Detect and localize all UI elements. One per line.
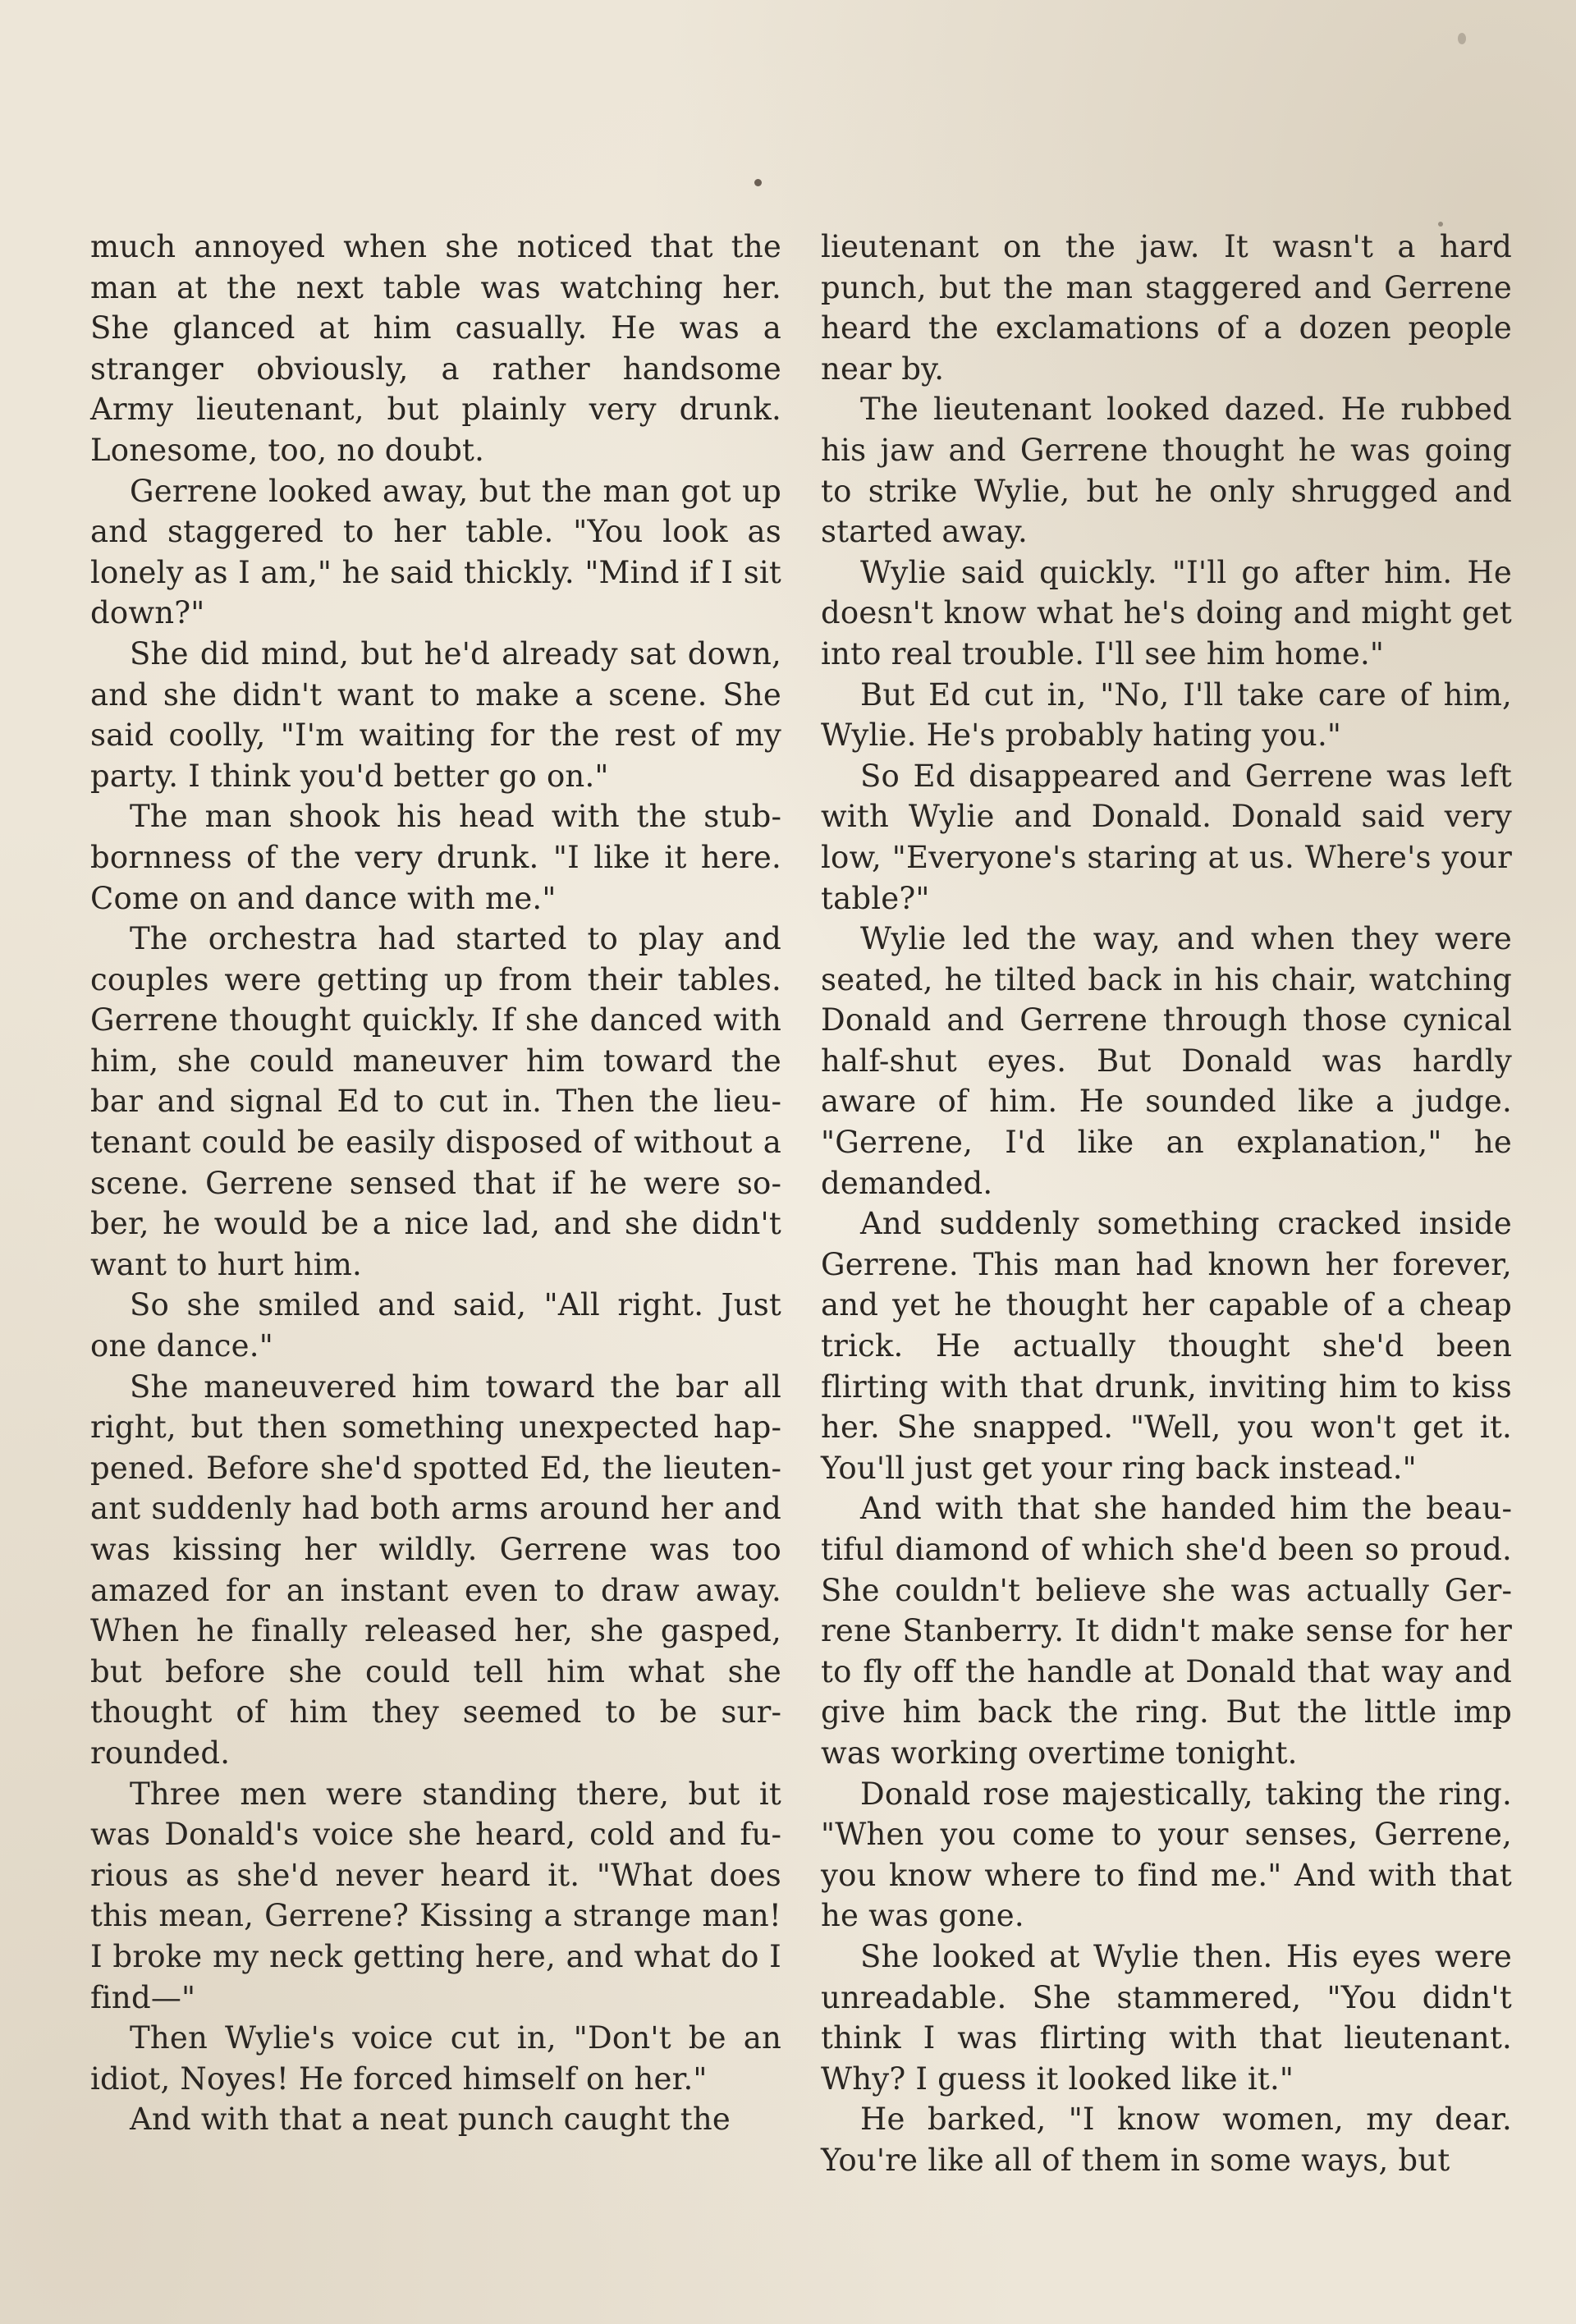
paragraph: The lieutenant looked dazed. He rubbed his jaw and Gerrene thought he was going to strike Wylie, but he only shrugged and started away. [821, 392, 1512, 550]
paragraph: And with that a neat punch caught the [130, 2102, 731, 2138]
paragraph: Three men were standing there, but it was Donald's voice she heard, cold and furious as she'd never heard it. "What does this mean, Gerrene? Kissing a strange man! I broke my neck getting here, and what do I find—" [90, 1776, 781, 2015]
paragraph: Gerrene looked away, but the man got up and staggered to her table. "You look as lonely as I am," he said thickly. "Mind if I sit down?" [90, 473, 781, 631]
print-speck [1458, 33, 1466, 44]
paragraph: She maneuvered him toward the bar all right, but then something unexpected happened. Before she'd spotted Ed, the lieutenant suddenly had both arms around her and was kissing her wildly. Gerrene was too amazed for an instant even to draw away. When he finally released her, she gasped, but before she could tell him what she thought of him they seemed to be surrounded. [90, 1368, 781, 1771]
paragraph: But Ed cut in, "No, I'll take care of him, Wylie. He's probably hating you." [821, 676, 1512, 754]
paragraph: Wylie led the way, and when they were seated, he tilted back in his chair, watching Donald and Gerrene through those cynical half-shut eyes. But Donald was hardly aware of him. He sounded like a judge. "Gerrene, I'd like an explanation," he demanded. [821, 921, 1512, 1201]
paragraph: Then Wylie's voice cut in, "Don't be an idiot, Noyes! He forced himself on her." [90, 2020, 781, 2097]
paragraph: And suddenly something cracked inside Gerrene. This man had known her forever, and yet he thought her capable of a cheap trick. He actually thought she'd been flirting with that drunk, inviting him to kiss her. She snapped. "Well, you won't get it. You'll just get your ring back instead." [821, 1206, 1512, 1486]
paragraph: Donald rose majestically, taking the ring. "When you come to your senses, Gerrene, you know where to find me." And with that he was gone. [821, 1776, 1512, 1934]
paragraph: She looked at Wylie then. His eyes were unreadable. She stammered, "You didn't think I was flirting with that lieutenant. Why? I guess it looked like it." [821, 1938, 1512, 2097]
paragraph: The man shook his head with the stubbornness of the very drunk. "I like it here. Come on and dance with me." [90, 799, 781, 916]
paragraph: So Ed disappeared and Gerrene was left with Wylie and Donald. Donald said very low, "Everyone's staring at us. Where's your table?" [821, 758, 1512, 916]
paragraph: The orchestra had started to play and couples were getting up from their tables. Gerrene thought quickly. If she danced with him, she could maneuver him toward the bar and signal Ed to cut in. Then the lieutenant could be easily disposed of without a scene. Gerrene sensed that if he were sober, he would be a nice lad, and she didn't want to hurt him. [90, 921, 781, 1282]
paragraph: lieutenant on the jaw. It wasn't a hard punch, but the man staggered and Gerrene heard the exclamations of a dozen people near by. [821, 229, 1512, 387]
paragraph: And with that she handed him the beautiful diamond of which she'd been so proud. She couldn't believe she was actually Gerrene Stanberry. It didn't make sense for her to fly off the handle at Donald that way and give him back the ring. But the little imp was working overtime tonight. [821, 1491, 1512, 1771]
paragraph: He barked, "I know women, my dear. You're like all of them in some ways, but [821, 2102, 1512, 2178]
paragraph: much annoyed when she noticed that the man at the next table was watching her. She glanced at him casually. He was a stranger obviously, a rather handsome Army lieutenant, but plainly very drunk. Lonesome, too, no doubt. [90, 229, 781, 468]
right-text-column [821, 227, 1512, 2181]
print-speck [754, 179, 762, 186]
paragraph: She did mind, but he'd already sat down, and she didn't want to make a scene. She said coolly, "I'm waiting for the rest of my party. I think you'd better go on." [90, 635, 781, 794]
paragraph: So she smiled and said, "All right. Just one dance." [90, 1287, 781, 1364]
paragraph: Wylie said quickly. "I'll go after him. He doesn't know what he's doing and might get into real trouble. I'll see him home." [821, 554, 1512, 672]
left-text-column [90, 227, 781, 2140]
